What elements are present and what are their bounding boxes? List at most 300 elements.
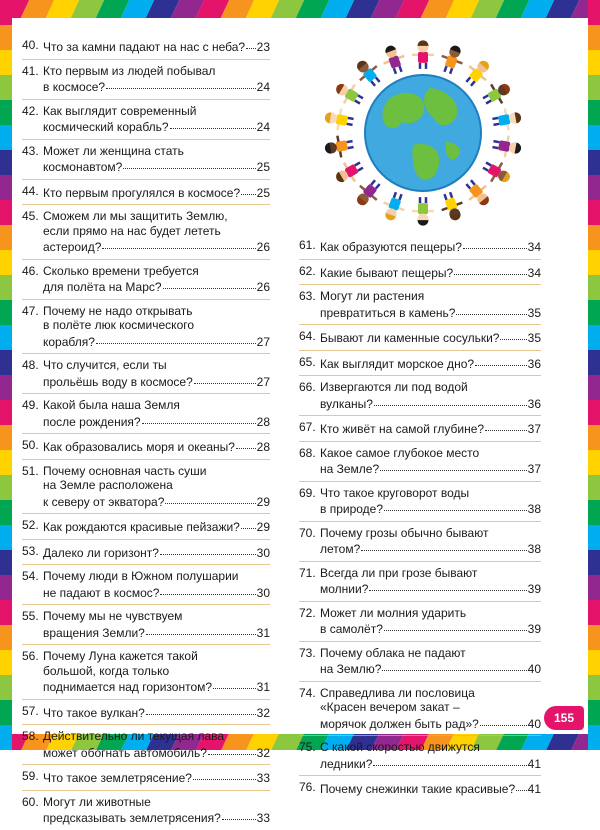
toc-entry-line: Кто первым из людей побывал xyxy=(43,63,216,78)
child-figure xyxy=(460,55,495,91)
toc-separator xyxy=(22,790,270,791)
toc-entry xyxy=(22,795,270,826)
toc-dot-leader xyxy=(213,676,256,689)
toc-dot-leader xyxy=(194,371,256,384)
toc-entry-page: 28 xyxy=(256,440,270,454)
toc-entry-page: 28 xyxy=(256,414,270,429)
stripe-segment xyxy=(588,50,600,75)
toc-entry-page: 29 xyxy=(256,494,270,509)
toc-entry-title xyxy=(43,144,270,175)
child-figure xyxy=(437,189,467,223)
stripe-segment xyxy=(588,225,600,250)
child-figure xyxy=(437,42,467,76)
toc-entry-number: 60. xyxy=(22,794,39,809)
toc-entry-last-line xyxy=(43,584,270,601)
toc-column-right xyxy=(299,238,541,801)
toc-entry-page: 29 xyxy=(256,520,270,534)
toc-separator xyxy=(22,59,270,60)
toc-entry-title xyxy=(43,64,270,95)
toc-entry-line: Как выглядит современный xyxy=(43,103,197,118)
child-figure xyxy=(460,175,495,211)
toc-entry-line: в космосе? xyxy=(43,80,106,94)
toc-entry xyxy=(22,518,270,535)
toc-separator xyxy=(299,284,541,285)
toc-entry-number: 55. xyxy=(22,609,39,623)
toc-entry-number: 63. xyxy=(299,289,316,303)
toc-dot-leader xyxy=(373,753,526,766)
toc-entry-number: 75. xyxy=(299,740,316,754)
toc-entry-line: если прямо на нас будет лететь xyxy=(43,223,221,238)
toc-separator xyxy=(22,204,270,205)
toc-entry xyxy=(22,569,270,600)
toc-entry-number: 73. xyxy=(299,645,316,660)
toc-entry xyxy=(299,486,541,517)
toc-entry-title xyxy=(43,795,270,826)
toc-entry-line: к северу от экватора? xyxy=(43,494,165,509)
toc-entry-last-line xyxy=(43,544,270,561)
toc-entry-last-line xyxy=(43,493,270,510)
toc-entry-title xyxy=(43,358,270,389)
toc-entry-last-line xyxy=(320,395,541,412)
stripe-segment xyxy=(0,475,12,500)
toc-entry xyxy=(299,380,541,411)
toc-separator xyxy=(22,644,270,645)
toc-separator xyxy=(22,459,270,460)
toc-entry-line: для полёта на Марс? xyxy=(43,280,162,294)
stripe-segment xyxy=(588,625,600,650)
child-figure xyxy=(491,133,523,160)
toc-entry-last-line xyxy=(43,158,270,175)
toc-entry-title xyxy=(43,464,270,510)
toc-entry-line: Справедлива ли пословица xyxy=(320,685,475,700)
toc-entry-last-line xyxy=(320,460,541,477)
toc-separator xyxy=(299,521,541,522)
toc-entry-number: 64. xyxy=(299,329,316,343)
toc-separator xyxy=(22,604,270,605)
toc-entry-last-line xyxy=(43,278,270,295)
toc-entry xyxy=(299,238,541,255)
toc-dot-leader xyxy=(241,182,256,195)
toc-entry-number: 67. xyxy=(299,420,316,434)
toc-entry xyxy=(22,544,270,561)
toc-entry-line: космический корабль? xyxy=(43,120,169,134)
toc-entry-line: Действительно ли текущая лава xyxy=(43,729,225,743)
stripe-segment xyxy=(588,550,600,575)
stripe-segment xyxy=(0,25,12,50)
toc-dot-leader xyxy=(160,582,255,595)
child-figure xyxy=(479,77,515,110)
toc-entry-line: Как образовались моря и океаны? xyxy=(43,440,235,454)
toc-separator xyxy=(299,681,541,682)
toc-dot-leader xyxy=(222,807,256,820)
toc-entry-title xyxy=(320,780,541,797)
child-figure xyxy=(479,156,515,189)
toc-entry-number: 69. xyxy=(299,485,316,500)
toc-dot-leader xyxy=(246,36,256,49)
toc-entry xyxy=(22,704,270,721)
toc-entry-page: 36 xyxy=(527,396,541,411)
toc-separator xyxy=(22,724,270,725)
toc-dot-leader xyxy=(480,713,527,726)
toc-entry-title xyxy=(320,238,541,255)
stripe-segment xyxy=(588,375,600,400)
toc-entry-line: Могут ли животные xyxy=(43,794,151,809)
toc-dot-leader xyxy=(516,778,527,791)
toc-entry-last-line xyxy=(320,355,541,372)
toc-entry-line: в природе? xyxy=(320,502,384,516)
toc-separator xyxy=(22,99,270,100)
toc-entry-number: 46. xyxy=(22,263,39,278)
toc-entry-page: 25 xyxy=(256,160,270,174)
toc-entry-title xyxy=(43,769,270,786)
toc-entry-page: 35 xyxy=(527,305,541,320)
toc-entry xyxy=(299,526,541,557)
stripe-segment xyxy=(588,500,600,525)
toc-entry-number: 50. xyxy=(22,438,39,452)
stripe-segment xyxy=(588,450,600,475)
toc-entry-last-line xyxy=(43,333,270,350)
toc-entry-line: астероид? xyxy=(43,240,102,254)
toc-entry-title xyxy=(320,646,541,677)
toc-entry-number: 58. xyxy=(22,729,39,743)
child-figure xyxy=(491,106,523,133)
toc-entry-line: не падают в космос? xyxy=(43,585,160,600)
toc-dot-leader xyxy=(106,76,256,89)
toc-entry-page: 31 xyxy=(256,625,270,640)
toc-separator xyxy=(299,561,541,562)
toc-entry-last-line xyxy=(43,744,270,761)
child-figure xyxy=(323,106,355,133)
toc-entry-line: Что такое вулкан? xyxy=(43,705,145,720)
toc-entry-line: Что за камни падают на нас с неба? xyxy=(43,40,246,54)
stripe-segment xyxy=(0,325,12,350)
toc-entry-page: 30 xyxy=(256,585,270,600)
toc-entry-number: 48. xyxy=(22,358,39,372)
toc-dot-leader xyxy=(102,236,255,249)
toc-entry xyxy=(22,398,270,429)
toc-dot-leader xyxy=(208,742,256,755)
toc-separator xyxy=(299,735,541,736)
stripe-segment xyxy=(588,250,600,275)
stripe-segment xyxy=(588,350,600,375)
toc-entry-line: Почему основная часть суши xyxy=(43,463,207,478)
toc-entry-line: Извергаются ли под водой xyxy=(320,380,468,394)
toc-dot-leader xyxy=(384,618,527,631)
toc-entry-title xyxy=(320,355,541,372)
toc-entry-line: вращения Земли? xyxy=(43,625,145,640)
stripe-segment xyxy=(0,200,12,225)
toc-entry-last-line xyxy=(43,184,270,201)
toc-entry-page: 27 xyxy=(256,334,270,349)
toc-entry-last-line xyxy=(320,755,541,772)
stripe-segment xyxy=(588,150,600,175)
toc-entry-title xyxy=(320,289,541,320)
toc-separator xyxy=(22,513,270,514)
toc-entry xyxy=(22,769,270,786)
toc-entry-title xyxy=(43,438,270,455)
stripe-segment xyxy=(0,425,12,450)
toc-separator xyxy=(299,324,541,325)
toc-dot-leader xyxy=(96,331,256,344)
toc-separator xyxy=(299,259,541,260)
toc-entry-line: на Землю? xyxy=(320,662,382,676)
toc-entry-line: Почему грозы обычно бывают xyxy=(320,525,489,540)
toc-entry-title xyxy=(43,398,270,429)
child-figure xyxy=(323,133,355,160)
toc-entry-title xyxy=(43,38,270,55)
stripe-segment xyxy=(0,225,12,250)
toc-entry-last-line xyxy=(43,518,270,535)
toc-entry xyxy=(299,264,541,281)
stripe-segment xyxy=(588,300,600,325)
stripe-segment xyxy=(588,100,600,125)
toc-dot-leader xyxy=(463,236,527,249)
toc-entry-page: 40 xyxy=(527,716,541,731)
toc-dot-leader xyxy=(163,276,256,289)
toc-entry-number: 76. xyxy=(299,780,316,794)
toc-entry xyxy=(299,566,541,597)
toc-separator xyxy=(299,601,541,602)
stripe-segment xyxy=(0,400,12,425)
stripe-segment xyxy=(588,0,600,25)
child-figure xyxy=(412,40,434,69)
stripe-segment xyxy=(588,475,600,500)
toc-entry-line: превратиться в камень? xyxy=(320,305,456,320)
stripe-segment xyxy=(588,525,600,550)
toc-entry-line: Что случится, если ты xyxy=(43,358,167,372)
toc-entry xyxy=(22,729,270,760)
toc-entry-page: 40 xyxy=(527,662,541,676)
page-number: 155 xyxy=(553,711,575,725)
toc-entry-page: 30 xyxy=(256,545,270,560)
toc-dot-leader xyxy=(361,538,526,551)
toc-entry-last-line xyxy=(43,373,270,390)
stripe-segment xyxy=(0,575,12,600)
toc-entry xyxy=(299,780,541,797)
toc-entry-number: 47. xyxy=(22,303,39,318)
rainbow-stripe-right xyxy=(588,0,600,750)
toc-entry-page: 25 xyxy=(256,185,270,200)
stripe-segment xyxy=(588,600,600,625)
page-number-badge xyxy=(544,706,584,730)
toc-separator xyxy=(22,433,270,434)
toc-entry-last-line xyxy=(320,420,541,437)
toc-entry-title xyxy=(43,518,270,535)
toc-entry-line: Далеко ли горизонт? xyxy=(43,545,159,560)
toc-entry-number: 62. xyxy=(299,263,316,278)
toc-dot-leader xyxy=(236,436,256,449)
stripe-segment xyxy=(0,450,12,475)
toc-entry-line: Что такое круговорот воды xyxy=(320,485,470,500)
toc-entry-line: Бывают ли каменные сосульки? xyxy=(320,331,500,345)
toc-entry-number: 68. xyxy=(299,445,316,460)
toc-entry-last-line xyxy=(43,438,270,455)
toc-entry-line: в полёте люк космического xyxy=(43,318,195,332)
toc-separator xyxy=(299,375,541,376)
toc-entry xyxy=(22,144,270,175)
toc-entry-title xyxy=(43,104,270,135)
toc-entry-line: Почему не надо открывать xyxy=(43,303,193,318)
toc-separator xyxy=(22,393,270,394)
toc-entry-last-line xyxy=(320,329,541,346)
stripe-segment xyxy=(0,375,12,400)
toc-entry-number: 59. xyxy=(22,769,39,783)
stripe-segment xyxy=(588,125,600,150)
toc-entry-number: 43. xyxy=(22,143,39,158)
toc-entry-page: 26 xyxy=(256,280,270,294)
toc-entry-page: 33 xyxy=(256,771,270,785)
toc-entry xyxy=(299,740,541,771)
child-figure xyxy=(412,197,434,226)
stripe-segment xyxy=(0,600,12,625)
toc-entry xyxy=(299,686,541,732)
toc-separator xyxy=(22,179,270,180)
toc-entry-last-line xyxy=(320,620,541,637)
toc-entry-number: 71. xyxy=(299,565,316,580)
toc-entry-page: 37 xyxy=(527,462,541,476)
toc-column-left xyxy=(22,38,270,830)
toc-entry-title xyxy=(320,606,541,637)
toc-entry-last-line xyxy=(43,238,270,255)
stripe-segment xyxy=(0,550,12,575)
toc-entry-line: Какое самое глубокое место xyxy=(320,445,480,460)
toc-entry-title xyxy=(43,569,270,600)
toc-entry-line: Какой была наша Земля xyxy=(43,398,180,412)
toc-entry-page: 32 xyxy=(256,745,270,760)
toc-entry-page: 36 xyxy=(527,356,541,371)
toc-entry-line: Почему Луна кажется такой xyxy=(43,649,198,663)
toc-entry-number: 49. xyxy=(22,398,39,412)
toc-entry-page: 23 xyxy=(256,40,270,54)
toc-entry-title xyxy=(320,740,541,771)
stripe-segment xyxy=(0,100,12,125)
toc-dot-leader xyxy=(369,578,526,591)
toc-entry-title xyxy=(320,380,541,411)
toc-dot-leader xyxy=(241,516,256,529)
toc-entry xyxy=(22,358,270,389)
toc-entry xyxy=(22,304,270,350)
toc-entry xyxy=(22,184,270,201)
stripe-segment xyxy=(0,625,12,650)
toc-dot-leader xyxy=(193,767,256,780)
toc-entry-title xyxy=(320,526,541,557)
toc-entry-line: Сколько времени требуется xyxy=(43,263,199,278)
toc-entry-last-line xyxy=(320,780,541,797)
stripe-segment xyxy=(588,650,600,675)
toc-separator xyxy=(299,441,541,442)
stripe-segment xyxy=(588,400,600,425)
toc-entry-title xyxy=(43,264,270,295)
toc-separator xyxy=(22,564,270,565)
toc-entry-last-line xyxy=(43,38,270,55)
toc-entry-title xyxy=(43,649,270,695)
toc-entry xyxy=(22,209,270,255)
toc-entry-page: 27 xyxy=(256,374,270,389)
toc-entry-last-line xyxy=(320,238,541,255)
toc-entry-line: ледники? xyxy=(320,756,373,771)
toc-entry-number: 45. xyxy=(22,209,39,223)
toc-entry-page: 37 xyxy=(527,422,541,436)
toc-entry-line: летом? xyxy=(320,542,361,556)
toc-entry-line: Почему люди в Южном полушарии xyxy=(43,569,239,583)
toc-entry-line: на Земле расположена xyxy=(43,478,173,492)
toc-entry xyxy=(299,420,541,437)
toc-entry-line: Может ли женщина стать xyxy=(43,143,184,158)
toc-entry-line: Как образуются пещеры? xyxy=(320,240,462,254)
toc-entry-title xyxy=(43,704,270,721)
toc-entry-last-line xyxy=(320,500,541,517)
stripe-segment xyxy=(0,250,12,275)
stripe-segment xyxy=(588,200,600,225)
toc-entry-last-line xyxy=(43,769,270,786)
toc-entry xyxy=(22,104,270,135)
toc-entry-line: поднимается над горизонтом? xyxy=(43,680,213,694)
toc-dot-leader xyxy=(500,327,526,340)
toc-entry-number: 66. xyxy=(299,380,316,394)
toc-separator xyxy=(299,415,541,416)
toc-entry-line: Почему снежинки такие красивые? xyxy=(320,782,516,796)
toc-entry-last-line xyxy=(43,118,270,135)
toc-entry-line: Может ли молния ударить xyxy=(320,605,467,620)
toc-entry-line: космонавтом? xyxy=(43,160,123,174)
toc-entry xyxy=(22,64,270,95)
toc-entry xyxy=(22,438,270,455)
toc-entry-line: молнии? xyxy=(320,582,369,596)
toc-entry-line: С какой скоростью движутся xyxy=(320,740,480,754)
toc-entry xyxy=(22,464,270,510)
toc-separator xyxy=(22,699,270,700)
toc-entry-line: прольёшь воду в космосе? xyxy=(43,374,193,389)
toc-entry-last-line xyxy=(43,624,270,641)
toc-entry-page: 41 xyxy=(527,782,541,796)
toc-entry-last-line xyxy=(43,413,270,430)
toc-dot-leader xyxy=(454,262,526,275)
toc-dot-leader xyxy=(485,418,527,431)
toc-entry-line: морячок должен быть рад»? xyxy=(320,716,479,731)
toc-entry-line: Как выглядит морское дно? xyxy=(320,356,475,371)
toc-entry xyxy=(22,264,270,295)
rainbow-stripe-top xyxy=(0,0,600,18)
toc-entry-last-line xyxy=(43,704,270,721)
stripe-segment xyxy=(0,150,12,175)
stripe-segment xyxy=(588,575,600,600)
toc-separator xyxy=(22,764,270,765)
toc-entry-number: 53. xyxy=(22,543,39,558)
stripe-segment xyxy=(0,300,12,325)
toc-entry-page: 34 xyxy=(527,240,541,254)
toc-entry-page: 38 xyxy=(527,502,541,516)
toc-entry-title xyxy=(43,729,270,760)
toc-entry-line: большой, когда только xyxy=(43,663,170,678)
toc-entry-page: 31 xyxy=(256,680,270,694)
rainbow-stripe-left xyxy=(0,0,12,750)
toc-entry-line: после рождения? xyxy=(43,414,141,429)
toc-entry-last-line xyxy=(43,78,270,95)
toc-entry-number: 41. xyxy=(22,63,39,78)
toc-entry-line: Кто живёт на самой глубине? xyxy=(320,422,485,436)
toc-entry-page: 34 xyxy=(527,265,541,280)
toc-entry xyxy=(299,606,541,637)
child-figure xyxy=(379,189,409,223)
toc-entry xyxy=(299,329,541,346)
toc-entry-line: Всегда ли при грозе бывают xyxy=(320,565,478,580)
toc-entry-last-line xyxy=(320,715,541,732)
toc-entry-number: 74. xyxy=(299,685,316,700)
stripe-segment xyxy=(588,700,600,725)
child-figure xyxy=(351,55,386,91)
toc-entry-page: 38 xyxy=(527,542,541,556)
stripe-segment xyxy=(588,725,600,750)
